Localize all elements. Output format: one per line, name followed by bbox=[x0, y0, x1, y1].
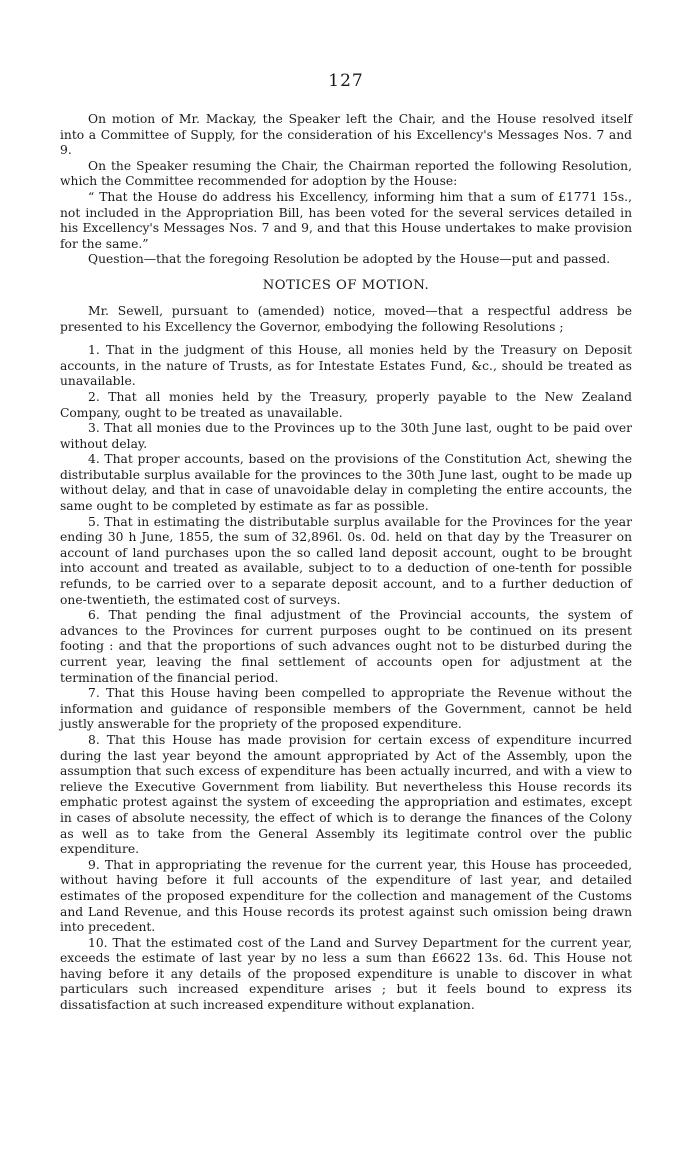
resolution-4: 4. That proper accounts, based on the provisions of the Constitution Act, shewing the distributable surplus available for the provinces to the 30th June last, ought to be made up without delay, and that in case of unavoidable delay in completing the entire accounts, the same ought to be completed by estimate as far as possible. bbox=[60, 452, 632, 514]
resolution-2: 2. That all monies held by the Treasury, properly payable to the New Zealand Company, ought to be treated as unavailable. bbox=[60, 389, 632, 420]
document-page bbox=[60, 70, 632, 1014]
resolution-6: 6. That pending the final adjustment of the Provincial accounts, the system of advances to the Provinces for current purposes ought to be continued on its present footing : and that the proportions of such advances ought not to be disturbed during the current year, leaving the final settlement of accounts open for adjustment at the termination of the financial period. bbox=[60, 608, 632, 685]
sewell-motion-paragraph: Mr. Sewell, pursuant to (amended) notice, moved—that a respectful address be presented to his Excellency the Governor, embodying the following Resolutions ; bbox=[60, 303, 632, 334]
committee-of-supply-paragraph: On motion of Mr. Mackay, the Speaker left the Chair, and the House resolved itself into a Committee of Supply, for the consideration of his Excellency's Messages Nos. 7 and 9. bbox=[60, 112, 632, 158]
section-spacer bbox=[60, 335, 632, 343]
question-passed-paragraph: Question—that the foregoing Resolution be adopted by the House—put and passed. bbox=[88, 252, 611, 267]
resolution-7: 7. That this House having been compelled to appropriate the Revenue without the information and guidance of responsible members of the Government, cannot be held justly answerable for the propriety of the proposed expenditure. bbox=[60, 686, 632, 732]
resolution-1: 1. That in the judgment of this House, all monies held by the Treasury on Deposit accounts, in the nature of Trusts, as for Intestate Estates Fund, &c., should be treated as unavailable. bbox=[60, 343, 632, 389]
notices-of-motion-heading: NOTICES OF MOTION. bbox=[262, 277, 430, 293]
chairman-report-paragraph: On the Speaker resuming the Chair, the Chairman reported the following Resolution, which the Committee recommended for adoption by the House: bbox=[60, 158, 632, 189]
resolution-5: 5. That in estimating the distributable surplus available for the Provinces for the year ending 30 h June, 1855, the sum of 32,896l. 0s. 0d. held on that day by the Treasurer on account of land purchases upon the so called land deposit account, ought to be brought into account and treated as available, subject to to a deduction of one-tenth for possible refunds, to be carried over to a separate deposit account, and to a further deduction of one-twentieth, the estimated cost of surveys. bbox=[60, 514, 632, 607]
page-number: 127 bbox=[328, 71, 364, 91]
resolution-quote-paragraph: “ That the House do address his Excellency, informing him that a sum of £1771 15s., not included in the Appropriation Bill, has been voted for the several services detailed in his Excellency's Messages Nos. 7 and 9, and that this House undertakes to make provision for the same.” bbox=[60, 189, 632, 251]
resolution-3: 3. That all monies due to the Provinces up to the 30th June last, ought to be paid over without delay. bbox=[60, 421, 632, 451]
resolution-9: 9. That in appropriating the revenue for the current year, this House has proceeded, without having before it full accounts of the expenditure of last year, and detailed estimates of the proposed expenditure for the collection and management of the Customs and Land Revenue, and this House records its protest against such omission being drawn into precedent. bbox=[60, 857, 632, 935]
resolution-10: 10. That the estimated cost of the Land and Survey Department for the current year, exceeds the estimate of last year by no less a sum than £6622 13s. 6d. This House not having before it any details of the proposed expenditure is unable to discover in what particulars such increased expenditure arises ; but it feels bound to express its dissatisfaction at such increased expenditure without explanation. bbox=[60, 935, 632, 1013]
resolution-8: 8. That this House has made provision for certain excess of expenditure incurred during the last year beyond the amount appropriated by Act of the Assembly, upon the assumption that such excess of expenditure has been actually incurred, and with a view to relieve the Executive Government from liability. But nevertheless this House records its emphatic protest against the system of exceeding the appropriation and estimates, except in cases of absolute necessity, the effect of which is to derange the finances of the Colony as well as to take from the General Assembly its legitimate control over the public expenditure. bbox=[60, 732, 632, 857]
